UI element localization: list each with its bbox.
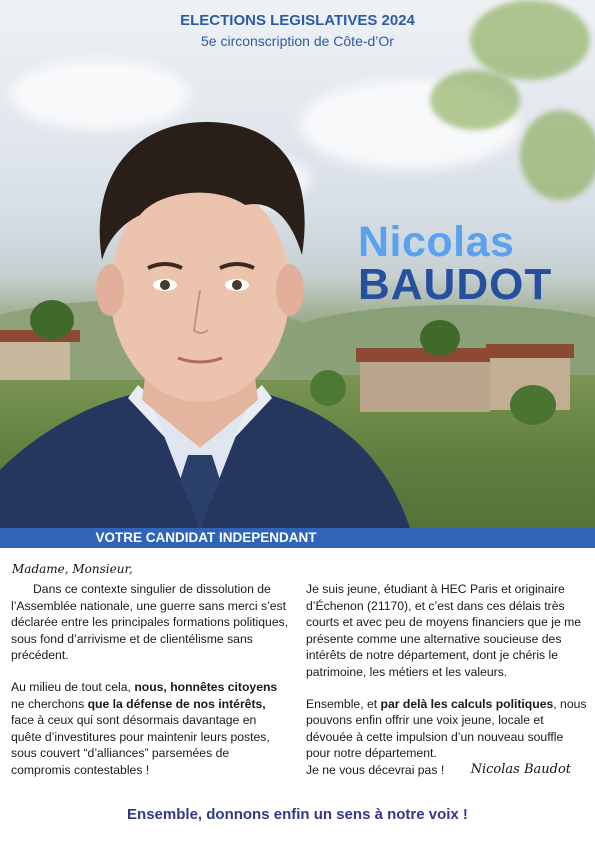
left-paragraph-1: Dans ce contexte singulier de dissolution de l’Assemblée nationale, une guerre sans merci s’est déclarée entre les principales formations politiques, sous fond d’arrivisme et de clientélisme sans précédent. xyxy=(11,582,289,663)
right-paragraph-1: Je suis jeune, étudiant à HEC Paris et originaire d’Échenon (21170), et c’est dans ces délais très courts et avec peu de moyens financiers que je me présente comme une alternative soucieuse des intérêts de notre département, dont je chéris le patrimoine, les métiers et les valeurs. xyxy=(306,582,582,679)
closing-text: Je ne vous décevrai pas ! xyxy=(306,762,445,777)
text-span: ne cherchons xyxy=(11,696,88,711)
bold-text: par delà les calculs politiques xyxy=(380,696,554,711)
right-paragraph-2 xyxy=(306,696,589,762)
text-span: face à ceux qui sont désormais davantage en quête d’investitures pour maintenir leurs postes, sous couvert “d’alliances” parsemées de compromis contestables ! xyxy=(11,713,270,777)
bold-text: que la défense de nos intérêts, xyxy=(87,696,266,711)
candidate-portrait xyxy=(0,0,420,528)
text-span: Ensemble, et xyxy=(306,696,381,711)
salutation: Madame, Monsieur, xyxy=(12,562,133,576)
text-span: Au milieu de tout cela, xyxy=(11,679,135,694)
candidate-last-name: BAUDOT xyxy=(358,260,553,309)
closing-line xyxy=(306,762,589,779)
right-column xyxy=(306,581,589,779)
text-span: , nous pouvons enfin offrir une voix jeune, locale et dévouée à cette impulsion d’un nouveau souffle pour notre département. xyxy=(306,696,587,761)
bold-text: nous, honnêtes citoyens xyxy=(134,679,278,694)
banner-text: VOTRE CANDIDAT INDEPENDANT xyxy=(95,530,317,545)
signature: Nicolas Baudot xyxy=(470,761,571,777)
constituency-subtitle: 5e circonscription de Côte-d’Or xyxy=(201,33,394,49)
election-title: ELECTIONS LEGISLATIVES 2024 xyxy=(180,12,415,29)
candidate-first-name: Nicolas xyxy=(358,218,515,266)
left-paragraph-2 xyxy=(11,679,289,779)
left-column xyxy=(11,581,289,794)
footer-slogan: Ensemble, donnons enfin un sens à notre voix ! xyxy=(127,806,468,823)
